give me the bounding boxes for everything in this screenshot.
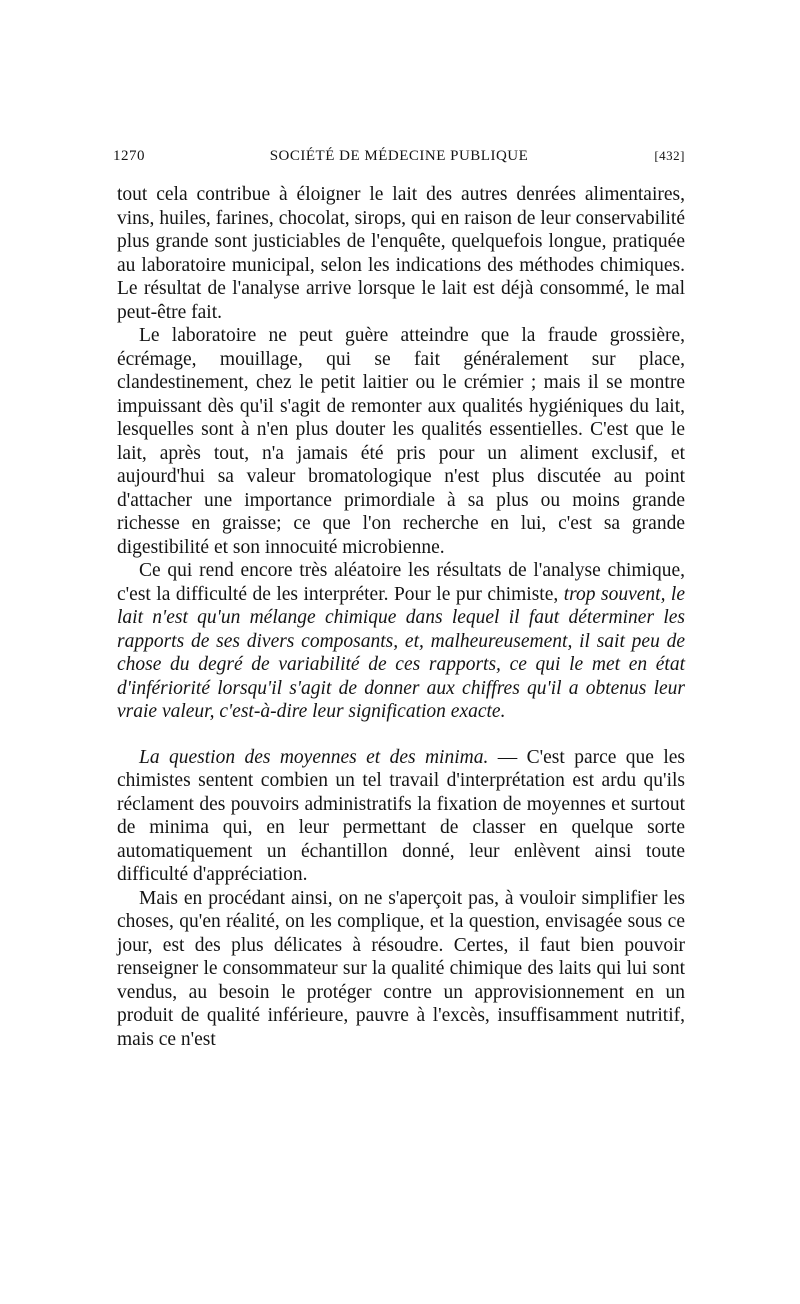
paragraph-text: — C'est parce que les chimistes sentent combien un tel travail d'interprétation est ardu qu'ils réclament des pouvoirs administratifs la fixation de moyennes et surtout de minima qui, en leur permettant de classer en quelque sorte automatiquement un échantillon donné, leur enlèvent ainsi toute difficulté d'appréciation. (117, 746, 685, 885)
section-gap (117, 724, 685, 746)
paragraph-italic-text: trop souvent, le lait n'est qu'un mélange chimique dans lequel il faut déterminer les rapports de ses divers composants, et, malheureusement, il sait peu de chose du degré de variabilité de ces rapports, ce qui le met en état d'infériorité lorsqu'il s'agit de donner aux chiffres qu'il a obtenus leur vraie valeur, c'est-à-dire leur signification exacte. (117, 583, 686, 722)
paragraph (117, 559, 685, 724)
original-page-ref: [432] (654, 148, 685, 163)
page-body (117, 183, 685, 1051)
paragraph: Le laboratoire ne peut guère atteindre que la fraude grossière, écrémage, mouillage, qui se fait généralement sur place, clandestinement, chez le petit laitier ou le crémier ; mais il se montre impuissant dès qu'il s'agit de remonter aux qualités hygiéniques du lait, lesquelles sont à n'en plus douter les qualités essentielles. C'est que le lait, après tout, n'a jamais été pris pour un aliment exclusif, et aujourd'hui sa valeur bromatologique n'est plus discutée au point d'attacher une importance primordiale à sa plus ou moins grande richesse en graisse; ce que l'on recherche en lui, c'est sa grande digestibilité et son innocuité microbienne. (117, 325, 685, 558)
running-header (113, 148, 685, 172)
paragraph (117, 746, 685, 887)
page-number: 1270 (113, 148, 145, 164)
running-title: SOCIÉTÉ DE MÉDECINE PUBLIQUE (269, 148, 529, 164)
paragraph-text: Ce qui rend encore très aléatoire les résultats de l'analyse chimique, c'est la difficulté de les interpréter. Pour le pur chimiste, (117, 560, 685, 605)
section-heading: La question des moyennes et des minima. (139, 746, 489, 768)
paragraph: tout cela contribue à éloigner le lait des autres denrées alimentaires, vins, huiles, farines, chocolat, sirops, qui en raison de leur conservabilité plus grande sont justiciables de l'enquête, quelquefois longue, pratiquée au laboratoire municipal, selon les indications des méthodes chimiques. Le résultat de l'analyse arrive lorsque le lait est déjà consommé, le mal peut-être fait. (117, 184, 685, 323)
paragraph: Mais en procédant ainsi, on ne s'aperçoit pas, à vouloir simplifier les choses, qu'en réalité, on les complique, et la question, envisagée sous ce jour, est des plus délicates à résoudre. Certes, il faut bien pouvoir renseigner le consommateur sur la qualité chimique des laits qui lui sont vendus, au besoin le protéger contre un approvisionnement en un produit de qualité inférieure, pauvre à l'excès, insuffisamment nutritif, mais ce n'est (117, 887, 685, 1050)
